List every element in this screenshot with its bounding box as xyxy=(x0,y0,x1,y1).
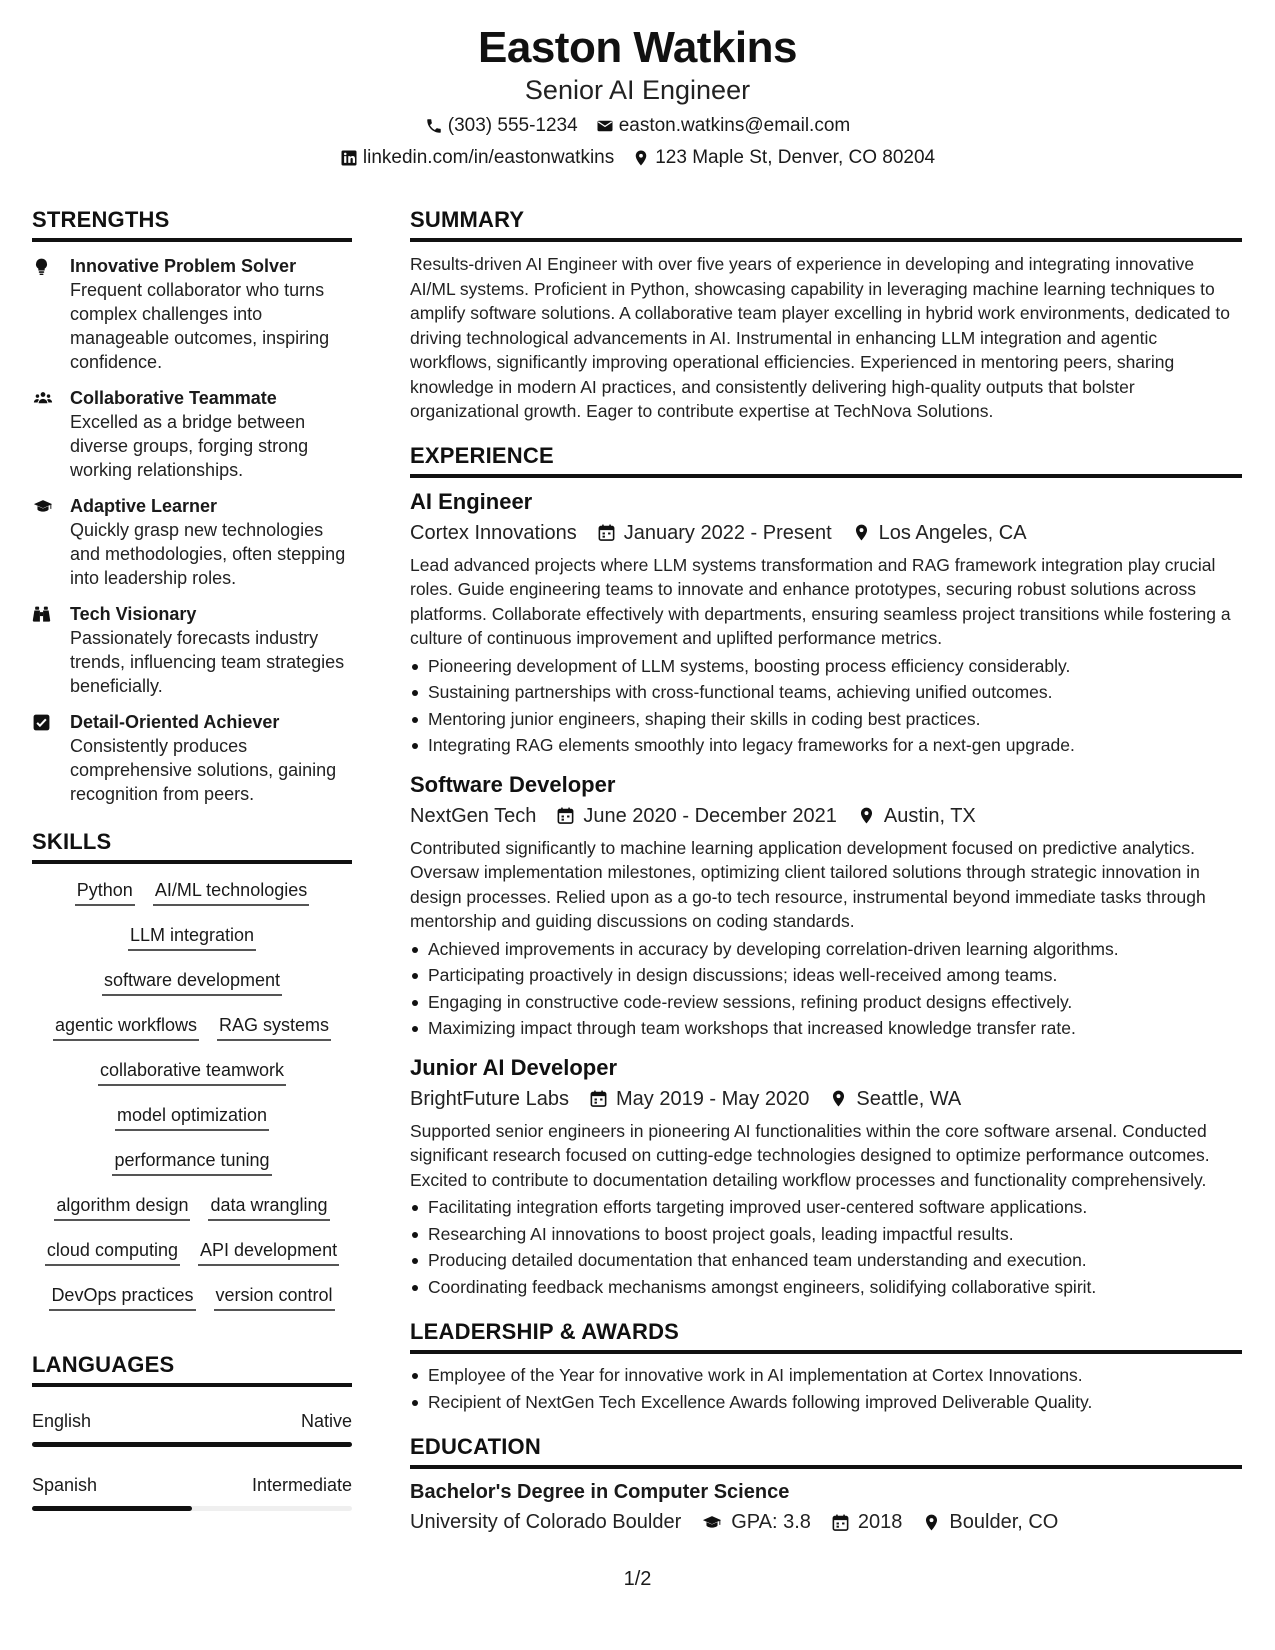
calendar-icon xyxy=(556,806,575,825)
job-bullets xyxy=(410,936,1242,1042)
strength-desc: Excelled as a bridge between diverse groups, forging strong working relationships. xyxy=(70,412,309,480)
job-bullet: Integrating RAG elements smoothly into legacy frameworks for a next-gen upgrade. xyxy=(410,732,1242,759)
job-title: Junior AI Developer xyxy=(410,1054,618,1080)
calendar-icon xyxy=(597,523,616,542)
job-location: Los Angeles, CA xyxy=(878,521,1027,544)
strength-desc: Quickly grasp new technologies and methodologies, often stepping into leadership roles. xyxy=(70,520,346,588)
language-proficiency-bar xyxy=(32,1506,352,1511)
strength-item xyxy=(32,602,352,698)
left-column xyxy=(32,206,352,1511)
strength-item xyxy=(32,494,352,590)
skill-tag: version control xyxy=(214,1283,335,1311)
language-proficiency-bar xyxy=(32,1442,352,1447)
job-bullets xyxy=(410,1194,1242,1300)
calendar-icon xyxy=(831,1513,850,1532)
job-bullet: Researching AI innovations to boost project goals, leading impactful results. xyxy=(410,1221,1242,1248)
job-description: Contributed significantly to machine learning application development focused on predictive analytics. Oversaw implementation milestones, optimizing client tailored solutions through strategic innovation in design processes. Relied upon as a go-to tech resource, instrumental beyond immediate tasks through mentorship and guiding discussions on coding standards. xyxy=(410,837,1206,931)
languages-heading: LANGUAGES xyxy=(32,1351,352,1387)
education-year: 2018 xyxy=(857,1511,903,1533)
strengths-heading: STRENGTHS xyxy=(32,206,352,242)
strength-title: Collaborative Teammate xyxy=(70,388,277,408)
checkbox-icon xyxy=(32,713,51,732)
linkedin-contact[interactable] xyxy=(340,146,614,170)
language-proficiency-fill xyxy=(32,1506,192,1511)
job-title: Software Developer xyxy=(410,771,616,797)
strength-title: Adaptive Learner xyxy=(70,496,218,516)
education-meta xyxy=(410,1509,1242,1535)
graduation-cap-icon xyxy=(32,497,54,516)
email-text[interactable]: easton.watkins@email.com xyxy=(618,115,851,136)
education-school: University of Colorado Boulder xyxy=(410,1511,682,1533)
experience-heading: EXPERIENCE xyxy=(410,442,1242,478)
education-gpa: GPA: 3.8 xyxy=(731,1511,811,1533)
map-pin-icon xyxy=(922,1513,941,1532)
job-company: Cortex Innovations xyxy=(410,521,577,544)
map-pin-icon xyxy=(829,1089,848,1108)
contact-row-1 xyxy=(0,114,1275,138)
language-level: Native xyxy=(300,1411,352,1431)
email-contact[interactable] xyxy=(596,114,851,138)
job-title: AI Engineer xyxy=(410,488,533,514)
skill-tag: AI/ML technologies xyxy=(153,878,309,906)
award-item: Recipient of NextGen Tech Excellence Awards following improved Deliverable Quality. xyxy=(410,1389,1242,1416)
calendar-icon xyxy=(589,1089,608,1108)
job-bullet: Mentoring junior engineers, shaping their skills in coding best practices. xyxy=(410,706,1242,733)
lightbulb-icon xyxy=(32,257,51,276)
map-pin-icon xyxy=(632,149,650,167)
skill-tag: cloud computing xyxy=(45,1238,180,1266)
skill-tag: collaborative teamwork xyxy=(98,1058,286,1086)
job-meta xyxy=(410,520,1242,546)
strength-title: Tech Visionary xyxy=(70,604,197,624)
contact-row-2 xyxy=(0,146,1275,170)
envelope-icon xyxy=(596,117,614,135)
strength-desc: Passionately forecasts industry trends, influencing team strategies beneficially. xyxy=(70,628,345,696)
skill-tag: RAG systems xyxy=(217,1013,331,1041)
phone-contact xyxy=(425,114,578,138)
skill-tag: algorithm design xyxy=(54,1193,190,1221)
strength-item xyxy=(32,254,352,374)
job-bullet: Participating proactively in design discussions; ideas well-received among teams. xyxy=(410,962,1242,989)
language-item xyxy=(32,1409,352,1447)
address-text: 123 Maple St, Denver, CO 80204 xyxy=(655,147,936,168)
strength-desc: Frequent collaborator who turns complex challenges into manageable outcomes, inspiring confidence. xyxy=(70,280,330,372)
skill-tag: API development xyxy=(198,1238,339,1266)
job-bullet: Maximizing impact through team workshops that increased knowledge transfer rate. xyxy=(410,1015,1242,1042)
job-entry xyxy=(410,771,1242,1042)
language-level: Intermediate xyxy=(251,1475,352,1495)
linkedin-icon xyxy=(340,149,358,167)
candidate-name: Easton Watkins xyxy=(478,23,797,72)
skill-tag: DevOps practices xyxy=(49,1283,195,1311)
job-meta xyxy=(410,803,1242,829)
education-heading: EDUCATION xyxy=(410,1433,1242,1469)
job-dates: January 2022 - Present xyxy=(623,521,832,544)
job-bullet: Achieved improvements in accuracy by developing correlation-driven learning algorithms. xyxy=(410,936,1242,963)
strength-title: Innovative Problem Solver xyxy=(70,256,297,276)
skill-tag: agentic workflows xyxy=(53,1013,199,1041)
job-dates: June 2020 - December 2021 xyxy=(583,804,837,827)
award-item: Employee of the Year for innovative work in AI implementation at Cortex Innovations. xyxy=(410,1362,1242,1389)
phone-text: (303) 555-1234 xyxy=(447,115,578,136)
job-meta xyxy=(410,1086,1242,1112)
binoculars-icon xyxy=(32,605,51,624)
job-bullet: Pioneering development of LLM systems, boosting process efficiency considerably. xyxy=(410,653,1242,680)
skill-tag: performance tuning xyxy=(112,1148,271,1176)
language-item xyxy=(32,1473,352,1511)
education-degree: Bachelor's Degree in Computer Science xyxy=(410,1481,790,1503)
address-contact xyxy=(632,146,935,170)
graduation-cap-icon xyxy=(701,1513,723,1532)
job-location: Seattle, WA xyxy=(856,1087,962,1110)
linkedin-text[interactable]: linkedin.com/in/eastonwatkins xyxy=(362,147,615,168)
job-dates: May 2019 - May 2020 xyxy=(615,1087,810,1110)
job-company: BrightFuture Labs xyxy=(410,1087,569,1110)
job-description: Lead advanced projects where LLM systems transformation and RAG framework integration play crucial roles. Guide engineering teams to innovate and enhance prototypes, securing robust solutions across platforms. Collaborate effectively with departments, ensuring seamless project transitions while fostering a culture of continuous improvement and uplifted performance metrics. xyxy=(410,554,1231,648)
skill-tag: software development xyxy=(102,968,282,996)
job-bullet: Facilitating integration efforts targeting improved user-centered software applications. xyxy=(410,1194,1242,1221)
education-location: Boulder, CO xyxy=(949,1511,1059,1533)
leadership-list xyxy=(410,1362,1242,1415)
map-pin-icon xyxy=(852,523,871,542)
candidate-title: Senior AI Engineer xyxy=(524,75,751,105)
skills-heading: SKILLS xyxy=(32,828,352,864)
job-bullets xyxy=(410,653,1242,759)
job-company: NextGen Tech xyxy=(410,804,537,827)
leadership-heading: LEADERSHIP & AWARDS xyxy=(410,1318,1242,1354)
job-bullet: Sustaining partnerships with cross-functional teams, achieving unified outcomes. xyxy=(410,679,1242,706)
map-pin-icon xyxy=(857,806,876,825)
users-icon xyxy=(32,389,54,408)
job-description: Supported senior engineers in pioneering AI functionalities within the core software arsenal. Conducted significant research focused on cutting-edge technologies designed to optimize performance outcomes. Excited to contribute to documentation detailing workflow processes and functionality comprehensively. xyxy=(410,1120,1210,1190)
strength-item xyxy=(32,710,352,806)
strength-desc: Consistently produces comprehensive solutions, gaining recognition from peers. xyxy=(70,736,337,804)
language-name: English xyxy=(32,1411,92,1431)
phone-icon xyxy=(425,117,443,135)
skill-tag: model optimization xyxy=(115,1103,269,1131)
job-location: Austin, TX xyxy=(883,804,976,827)
skill-tag: LLM integration xyxy=(128,923,256,951)
summary-heading: SUMMARY xyxy=(410,206,1242,242)
strength-title: Detail-Oriented Achiever xyxy=(70,712,280,732)
language-proficiency-fill xyxy=(32,1442,352,1447)
strength-item xyxy=(32,386,352,482)
skill-tag: data wrangling xyxy=(208,1193,329,1221)
job-bullet: Engaging in constructive code-review sessions, refining product designs effectively. xyxy=(410,989,1242,1016)
resume-header xyxy=(0,22,1275,170)
job-entry xyxy=(410,488,1242,759)
job-entry xyxy=(410,1054,1242,1301)
summary-text: Results-driven AI Engineer with over five years of experience in developing and integrating innovative AI/ML systems. Proficient in Python, showcasing capability in leveraging machine learning techniques to amplify software solutions. A collaborative team player excelling in hybrid work environments, dedicated to driving technological advancements in AI. Instrumental in enhancing LLM integration and agentic workflows, significantly improving operational efficiencies. Experienced in mentoring peers, sharing knowledge in modern AI practices, and consistently delivering high-quality outputs that bolster organizational growth. Eager to contribute expertise at TechNova Solutions. xyxy=(410,254,1230,421)
skills-list xyxy=(32,878,352,1311)
right-column xyxy=(410,206,1242,1535)
language-name: Spanish xyxy=(32,1475,98,1495)
page-number: 1/2 xyxy=(623,1568,652,1590)
job-bullet: Producing detailed documentation that enhanced team understanding and execution. xyxy=(410,1247,1242,1274)
job-bullet: Coordinating feedback mechanisms amongst engineers, solidifying collaborative spirit. xyxy=(410,1274,1242,1301)
skill-tag: Python xyxy=(75,878,135,906)
